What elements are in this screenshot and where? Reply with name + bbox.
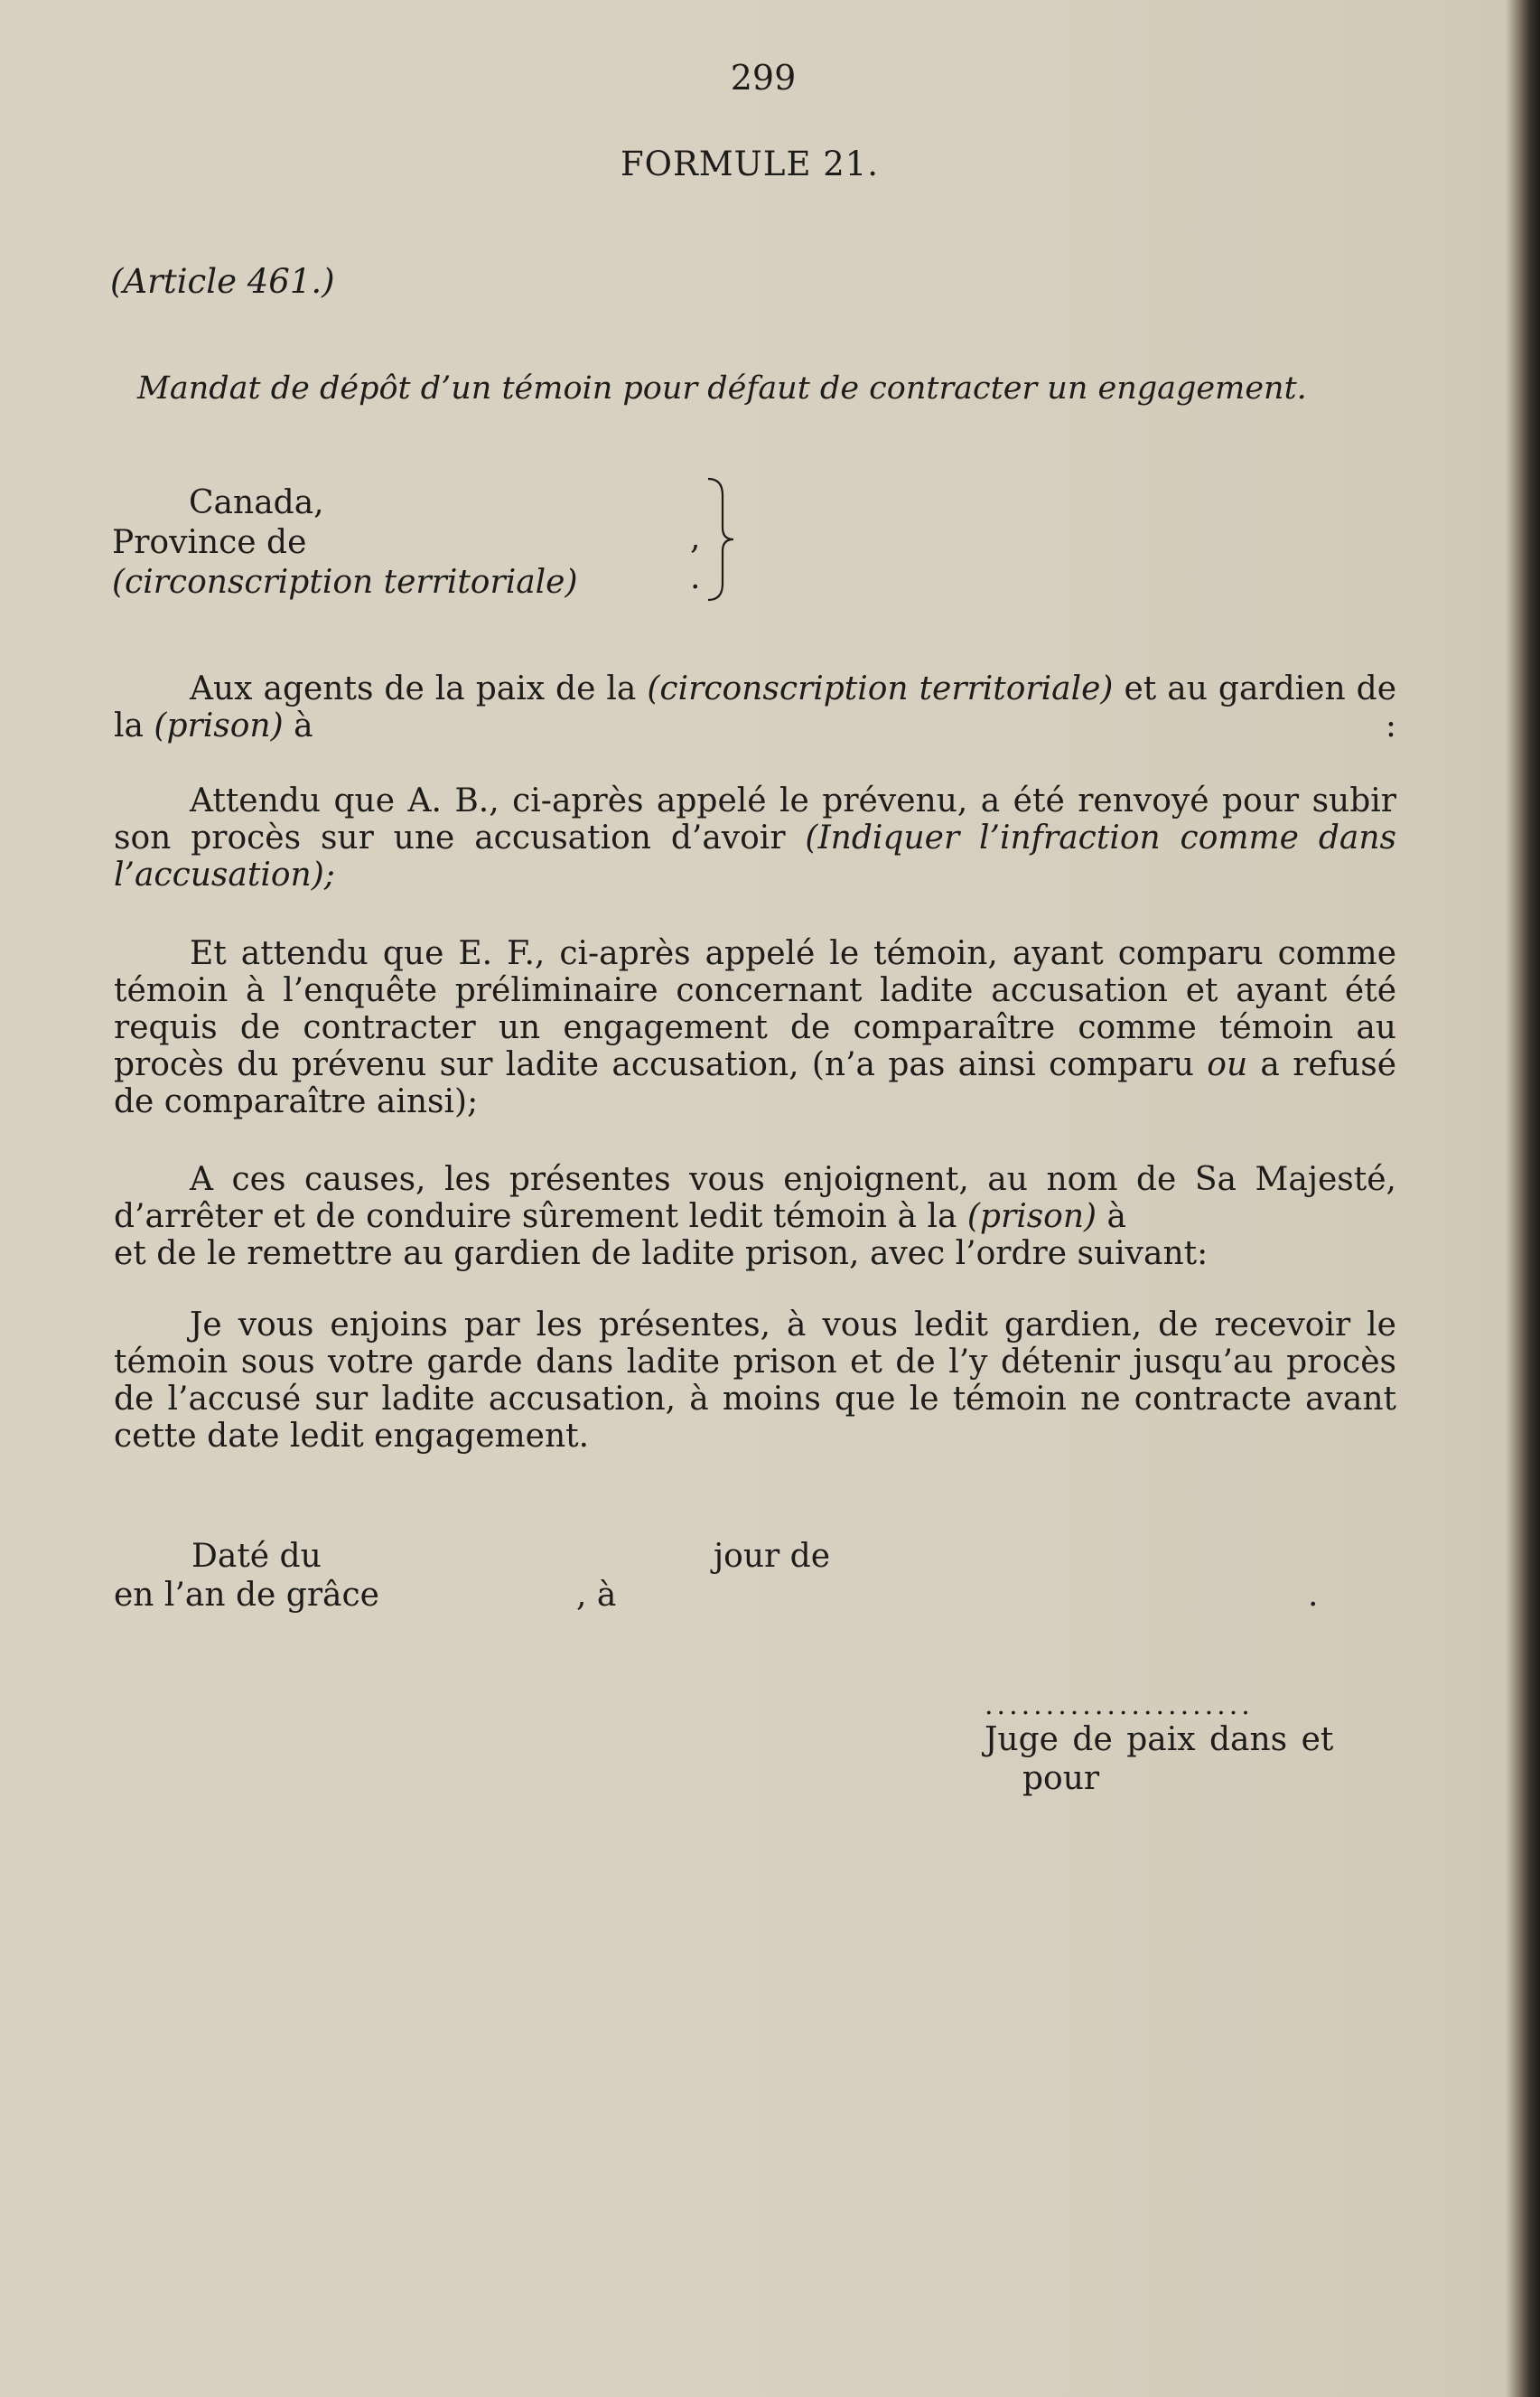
- dated-period: .: [1308, 1577, 1319, 1614]
- venue-province: Province de: [112, 524, 307, 561]
- venue-comma: ,: [690, 520, 701, 557]
- dated-year: en l’an de grâce: [114, 1577, 379, 1614]
- signature-line: ......................: [985, 1690, 1254, 1721]
- attendu-witness-text: [114, 935, 1396, 1120]
- venue-block: [112, 483, 578, 603]
- addressees-text: [114, 670, 1396, 744]
- addressees-paragraph: [114, 670, 1396, 744]
- causes-text-part: A ces causes, les présentes vous enjoignent, au nom de Sa Majesté, d’arrêter et de conduire sûrement ledit témoin à la: [114, 1161, 1396, 1235]
- form-title: FORMULE 21.: [620, 145, 880, 183]
- dated-month: jour de: [714, 1538, 831, 1575]
- article-reference: (Article 461.): [110, 262, 335, 301]
- causes-text: [114, 1161, 1396, 1235]
- causes-order-line: et de le remettre au gardien de ladite prison, avec l’ordre suivant:: [114, 1235, 1209, 1272]
- attendu-witness-or: ou: [1207, 1046, 1248, 1083]
- enjoins-text: Je vous enjoins par les présentes, à vous ledit gardien, de recevoir le témoin sous votre garde dans ladite prison et de l’y détenir jusqu’au procès de l’accusé sur ladite accusation, à moins que le témoin ne contracte avant cette date ledit engagement.: [114, 1306, 1396, 1455]
- addressees-text-part: et au gardien de la: [114, 670, 1397, 744]
- page-binding-edge: [1506, 0, 1540, 2397]
- addressees-text-part: à: [283, 707, 313, 744]
- venue-period: .: [690, 559, 701, 596]
- venue-brace-icon: [703, 477, 739, 602]
- signature-title-cont: pour: [1022, 1760, 1100, 1797]
- venue-district: (circonscription territoriale): [112, 564, 578, 601]
- enjoins-paragraph: [114, 1306, 1396, 1455]
- causes-paragraph: [114, 1161, 1396, 1272]
- dated-day: Daté du: [191, 1538, 322, 1575]
- addressees-prison: (prison): [154, 707, 284, 744]
- addressees-text-part: Aux agents de la paix de la: [190, 670, 648, 707]
- causes-prison: (prison): [966, 1198, 1097, 1235]
- dated-place: , à: [576, 1577, 617, 1614]
- form-heading: Mandat de dépôt d’un témoin pour défaut de contracter un engagement.: [137, 370, 1307, 407]
- attendu-accused-offence: (Indiquer l’infraction comme dans l’accusation);: [114, 819, 1397, 894]
- attendu-witness-text-part: Et attendu que E. F., ci-après appelé le témoin, ayant comparu comme témoin à l’enquête préliminaire concernant ladite accusation et ayant été requis de contracter un engagement de comparaître comme témoin au procès du prévenu sur ladite accusation, (n’a pas ainsi comparu: [114, 935, 1396, 1083]
- addressees-district: (circonscription territoriale): [647, 670, 1114, 707]
- attendu-witness-text-part: a refusé de comparaître ainsi);: [114, 1046, 1397, 1120]
- venue-country: Canada,: [189, 484, 324, 521]
- page-number: 299: [730, 58, 797, 98]
- attendu-accused-paragraph: [114, 782, 1396, 894]
- attendu-accused-text: [114, 782, 1396, 894]
- addressees-colon: :: [1385, 707, 1396, 744]
- attendu-accused-text-part: Attendu que A. B., ci-après appelé le prévenu, a été renvoyé pour subir son procès sur une accusation d’avoir: [114, 782, 1396, 857]
- signature-title: Juge de paix dans et: [985, 1721, 1334, 1758]
- causes-text-part: à: [1097, 1198, 1126, 1235]
- attendu-witness-paragraph: [114, 935, 1396, 1120]
